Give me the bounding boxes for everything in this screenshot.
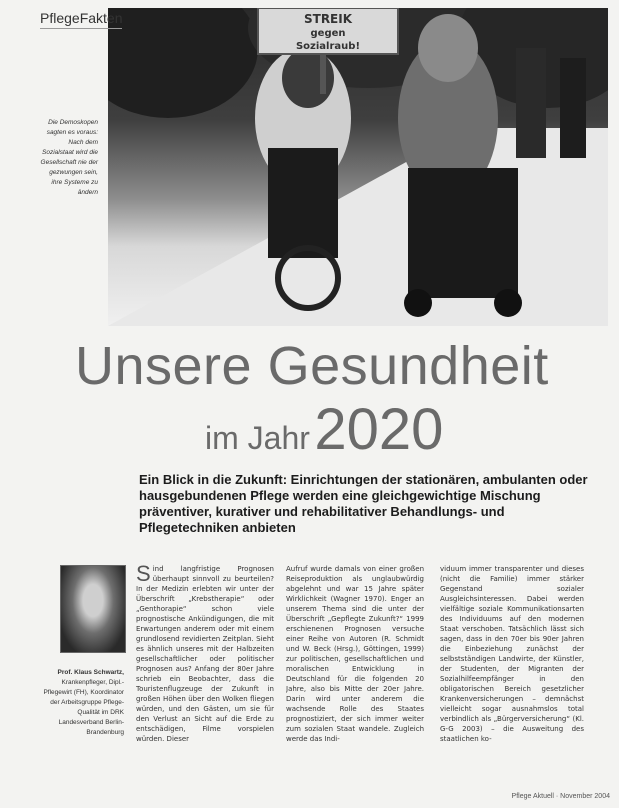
author-bio: Krankenpfleger, Dipl.-Pflegewirt (FH), Koordinator der Arbeitsgruppe Pflege-Qualität im DRK Landesverband Berlin-Brandenburg bbox=[43, 679, 124, 736]
author-name: Prof. Klaus Schwartz, bbox=[57, 669, 124, 676]
drop-cap: S bbox=[136, 564, 151, 586]
body-column-3 bbox=[440, 564, 584, 794]
demonstration-illustration bbox=[108, 8, 608, 326]
cover-photo bbox=[108, 8, 608, 326]
sign-text-line1: STREIK bbox=[303, 12, 353, 26]
body-column-2 bbox=[286, 564, 424, 794]
body-column-1 bbox=[136, 564, 274, 794]
page-footer: Pflege Aktuell · November 2004 bbox=[511, 793, 610, 800]
article-subtitle: Ein Blick in die Zukunft: Einrichtungen der stationären, ambulanten oder hausgebundenen Pflege werden eine gleichgewichtige Mischung präventiver, kurativer und rehabilitativer Behandlungs- und Pflegetechniken anbieten bbox=[139, 472, 588, 535]
body-text-3: viduum immer transparenter und dieses (nicht die Familie) immer stärker Gegenstand sozialer Ausgleichsinteressen. Dabei werden vielfältige soziale Kommunikationsarten des Individuums auf den modernen Staat verschoben. Tatsächlich lässt sich sagen, dass in den 70er bis 90er Jahren die Einbeziehung zunächst der selbstständigen Landwirte, der Künstler, der Studenten, der Migranten der Sozialhilfeempfänger in den obligatorischen Bereich gesetzlicher Krankenversicherungen – demnächst vielleicht sogar ausnahmslos total verbindlich als „Bürgerversicherung“ (Kl. G-G 2003) – die Ausweitung des staatlichen ko- bbox=[440, 565, 584, 743]
headline-year: 2020 bbox=[314, 397, 444, 462]
headline-line2 bbox=[205, 396, 505, 463]
headline-line2-prefix: im Jahr bbox=[205, 420, 310, 456]
author-caption bbox=[40, 668, 124, 738]
sign-text-line2: gegen bbox=[310, 28, 346, 39]
author-photo bbox=[60, 565, 126, 653]
photo-caption: Die Demoskopen sagten es voraus: Nach dem Sozialstaat wird die Gesellschaft nie der gezwungen sein, ihre Systeme zu ändern bbox=[40, 119, 98, 196]
headline-line1: Unsere Gesundheit bbox=[75, 336, 549, 396]
section-label: PflegeFakten bbox=[40, 8, 122, 29]
body-text-1: ind langfristige Prognosen überhaupt sinnvoll zu beurteilen? In der Medizin erlebten wir unter der Überschrift „Krebstherapie“ oder „Genthorapie“ schon viele prognostische Ankündigungen, die mit Erwartungen anderem oder mit einem grundlosend revidierten Zeitplan. Sieht es ähnlich unseres mit der Halbzeiten gesellschaftlicher oder politischer Prognosen aus? Anfang der 80er Jahre schrieb ein Beobachter, dass die Touristenflugzeuge der Zukunft in großen Höhen über den Wolken fliegen würden, und den Gästen, um sie für den Verlust an Sicht auf die Erde zu entschädigen, Filme vorspielen würden. Dieser bbox=[136, 565, 274, 743]
sign-text-line3: Sozialraub! bbox=[295, 41, 361, 52]
body-text-2: Aufruf wurde damals von einer großen Reiseproduktion als unglaubwürdig abgelehnt und war 15 Jahre später Wirklichkeit (Wagner 1970). Enger an unserem Thema sind die unter der Überschrift „Gepflegte Zukunft?“ 1999 erschienenen Prognosen versuche einer Reihe von Autoren (R. Schmidt und W. Beck (Hrsg.), Göttingen, 1999) zur politischen, gesellschaftlichen und moralischen Entwicklung in Deutschland für die folgenden 20 Jahre, also bis Mitte der 20er Jahre. Darin wird unter anderem die wachsende Rolle des Staates prognostiziert, der sich immer weiter zum sozialen Staat wandele. Zugleich werde das Indi- bbox=[286, 565, 424, 743]
